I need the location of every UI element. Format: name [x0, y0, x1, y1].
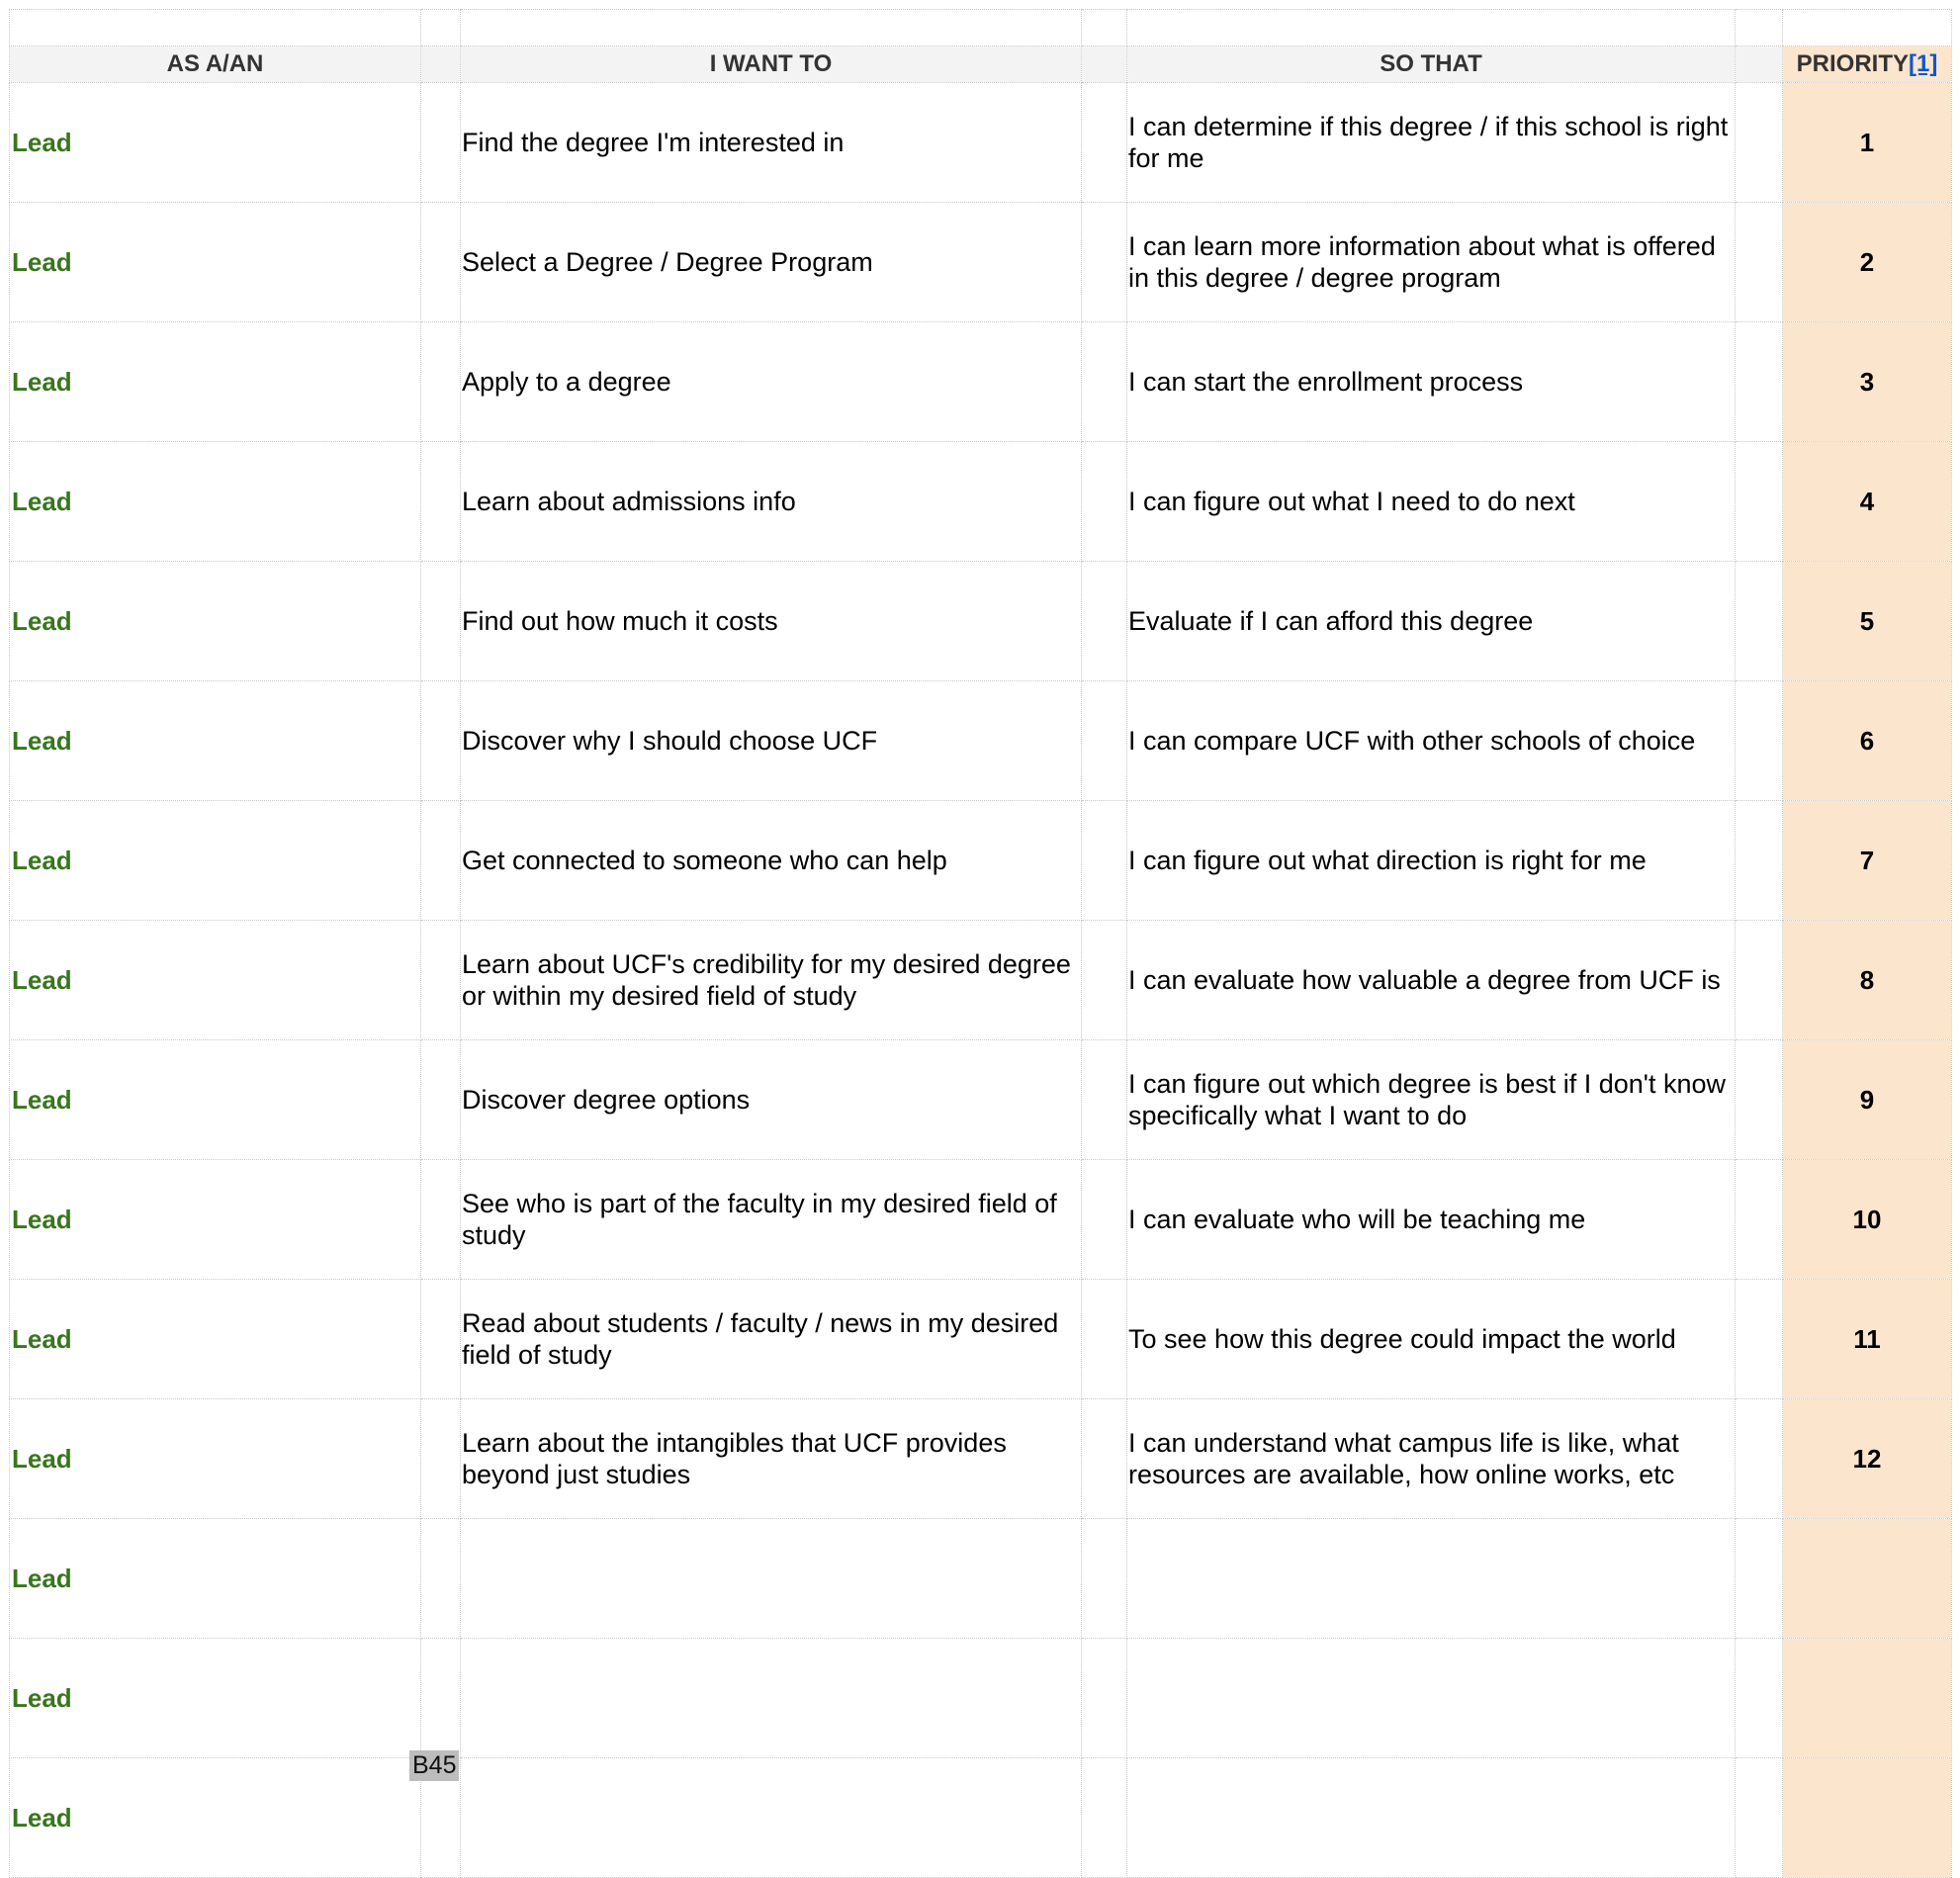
cell[interactable]	[421, 1519, 461, 1639]
cell[interactable]	[461, 10, 1082, 46]
blank-top-row	[10, 10, 1952, 46]
cell[interactable]	[1082, 322, 1127, 442]
role-cell[interactable]: Lead	[10, 1758, 421, 1878]
cell[interactable]	[1082, 1758, 1127, 1878]
want-cell[interactable]	[461, 1758, 1082, 1878]
cell[interactable]	[1082, 10, 1127, 46]
priority-cell[interactable]	[1783, 1758, 1952, 1878]
so-that-cell[interactable]: I can determine if this degree / if this school is right for me	[1127, 83, 1736, 203]
so-that-cell[interactable]	[1127, 1519, 1736, 1639]
role-cell[interactable]: Lead	[10, 322, 421, 442]
cell[interactable]	[1736, 1160, 1783, 1280]
role-cell[interactable]: Lead	[10, 1399, 421, 1519]
priority-cell[interactable]: 8	[1783, 921, 1952, 1040]
cell[interactable]	[1082, 442, 1127, 562]
table-row	[10, 203, 1952, 322]
cell[interactable]	[1082, 46, 1127, 83]
want-cell[interactable]	[461, 1639, 1082, 1758]
cell[interactable]	[1736, 1758, 1783, 1878]
want-cell[interactable]: Read about students / faculty / news in my desired field of study	[461, 1280, 1082, 1399]
table-row	[10, 1519, 1952, 1639]
priority-cell[interactable]: 1	[1783, 83, 1952, 203]
table-row	[10, 681, 1952, 801]
table-row	[10, 1040, 1952, 1160]
table-row	[10, 1758, 1952, 1878]
cell[interactable]	[1082, 1399, 1127, 1519]
role-cell[interactable]: Lead	[10, 203, 421, 322]
cell[interactable]	[1082, 681, 1127, 801]
cell[interactable]	[1736, 203, 1783, 322]
table-row	[10, 1160, 1952, 1280]
cell[interactable]	[1082, 1280, 1127, 1399]
priority-footnote-link[interactable]: [1]	[1909, 50, 1938, 77]
cell[interactable]	[1736, 681, 1783, 801]
cell[interactable]	[1736, 1040, 1783, 1160]
cell[interactable]	[1736, 442, 1783, 562]
cell[interactable]	[421, 562, 461, 681]
header-priority-label: PRIORITY	[1796, 50, 1909, 77]
cell[interactable]	[1082, 83, 1127, 203]
so-that-cell[interactable]: To see how this degree could impact the world	[1127, 1280, 1736, 1399]
want-cell[interactable]: Discover why I should choose UCF	[461, 681, 1082, 801]
want-cell[interactable]: Learn about the intangibles that UCF provides beyond just studies	[461, 1399, 1082, 1519]
cell[interactable]	[10, 10, 421, 46]
cell[interactable]	[1082, 203, 1127, 322]
cell[interactable]	[1082, 1040, 1127, 1160]
table-row	[10, 801, 1952, 921]
cell[interactable]	[421, 203, 461, 322]
cell[interactable]	[421, 83, 461, 203]
priority-cell[interactable]: 3	[1783, 322, 1952, 442]
table-row	[10, 562, 1952, 681]
so-that-cell[interactable]	[1127, 1758, 1736, 1878]
cell[interactable]	[421, 1160, 461, 1280]
priority-cell[interactable]: 9	[1783, 1040, 1952, 1160]
priority-cell[interactable]: 11	[1783, 1280, 1952, 1399]
header-so-that[interactable]: SO THAT	[1127, 46, 1736, 83]
user-stories-sheet	[9, 9, 1952, 1878]
role-cell[interactable]: Lead	[10, 1040, 421, 1160]
cell[interactable]	[421, 1280, 461, 1399]
cell[interactable]	[1736, 801, 1783, 921]
cell[interactable]	[421, 322, 461, 442]
want-cell[interactable]: Learn about admissions info	[461, 442, 1082, 562]
header-want[interactable]: I WANT TO	[461, 46, 1082, 83]
cell[interactable]	[1082, 562, 1127, 681]
want-cell[interactable]: See who is part of the faculty in my desired field of study	[461, 1160, 1082, 1280]
want-cell[interactable]: Find the degree I'm interested in	[461, 83, 1082, 203]
cell[interactable]	[421, 921, 461, 1040]
role-cell[interactable]: Lead	[10, 442, 421, 562]
role-cell[interactable]: Lead	[10, 801, 421, 921]
role-cell[interactable]: Lead	[10, 681, 421, 801]
role-cell[interactable]: Lead	[10, 1280, 421, 1399]
want-cell[interactable]: Get connected to someone who can help	[461, 801, 1082, 921]
cell[interactable]	[1082, 1160, 1127, 1280]
cell[interactable]	[1736, 1280, 1783, 1399]
so-that-cell[interactable]: I can figure out which degree is best if I don't know specifically what I want to do	[1127, 1040, 1736, 1160]
role-cell[interactable]: Lead	[10, 1519, 421, 1639]
header-as[interactable]: AS A/AN	[10, 46, 421, 83]
role-cell[interactable]: Lead	[10, 562, 421, 681]
cell[interactable]	[1736, 921, 1783, 1040]
cell[interactable]	[421, 1399, 461, 1519]
want-cell[interactable]: Select a Degree / Degree Program	[461, 203, 1082, 322]
priority-cell[interactable]: 5	[1783, 562, 1952, 681]
cell[interactable]	[421, 1040, 461, 1160]
priority-cell[interactable]: 4	[1783, 442, 1952, 562]
so-that-cell[interactable]: I can evaluate how valuable a degree from UCF is	[1127, 921, 1736, 1040]
cell[interactable]	[1127, 10, 1736, 46]
so-that-cell[interactable]	[1127, 1639, 1736, 1758]
priority-cell[interactable]: 7	[1783, 801, 1952, 921]
cell[interactable]	[421, 442, 461, 562]
cell[interactable]	[1082, 801, 1127, 921]
priority-cell[interactable]: 2	[1783, 203, 1952, 322]
table-row	[10, 322, 1952, 442]
cell[interactable]	[1736, 1519, 1783, 1639]
header-row	[10, 46, 1952, 83]
cell[interactable]	[1736, 322, 1783, 442]
so-that-cell[interactable]: I can learn more information about what is offered in this degree / degree program	[1127, 203, 1736, 322]
table-row	[10, 1280, 1952, 1399]
cell[interactable]	[1082, 1639, 1127, 1758]
want-cell[interactable]: Apply to a degree	[461, 322, 1082, 442]
role-cell[interactable]: Lead	[10, 921, 421, 1040]
priority-cell[interactable]	[1783, 1639, 1952, 1758]
table-row	[10, 1399, 1952, 1519]
want-cell[interactable]: Find out how much it costs	[461, 562, 1082, 681]
cell[interactable]	[1736, 10, 1783, 46]
so-that-cell[interactable]: I can figure out what I need to do next	[1127, 442, 1736, 562]
cell[interactable]	[1736, 1399, 1783, 1519]
cell[interactable]	[1082, 1519, 1127, 1639]
cell[interactable]	[421, 681, 461, 801]
so-that-cell[interactable]: I can understand what campus life is like, what resources are available, how online works, etc	[1127, 1399, 1736, 1519]
so-that-cell[interactable]: Evaluate if I can afford this degree	[1127, 562, 1736, 681]
table-row	[10, 442, 1952, 562]
priority-cell[interactable]: 12	[1783, 1399, 1952, 1519]
cell[interactable]	[1736, 46, 1783, 83]
priority-cell[interactable]: 6	[1783, 681, 1952, 801]
cell[interactable]	[1736, 1639, 1783, 1758]
so-that-cell[interactable]: I can start the enrollment process	[1127, 322, 1736, 442]
cell[interactable]	[421, 1639, 461, 1758]
role-cell[interactable]: Lead	[10, 1639, 421, 1758]
want-cell[interactable]: Discover degree options	[461, 1040, 1082, 1160]
cell[interactable]	[1082, 921, 1127, 1040]
cell[interactable]	[421, 46, 461, 83]
so-that-cell[interactable]: I can compare UCF with other schools of choice	[1127, 681, 1736, 801]
table-row	[10, 83, 1952, 203]
so-that-cell[interactable]: I can figure out what direction is right for me	[1127, 801, 1736, 921]
cell[interactable]	[421, 801, 461, 921]
priority-cell[interactable]	[1783, 1519, 1952, 1639]
header-priority[interactable]	[1783, 46, 1952, 83]
cell-reference-tag: B45	[409, 1750, 459, 1781]
cell[interactable]	[421, 10, 461, 46]
so-that-cell[interactable]: I can evaluate who will be teaching me	[1127, 1160, 1736, 1280]
role-cell[interactable]: Lead	[10, 1160, 421, 1280]
role-cell[interactable]: Lead	[10, 83, 421, 203]
cell[interactable]	[1783, 10, 1952, 46]
cell[interactable]	[1736, 83, 1783, 203]
table-row	[10, 1639, 1952, 1758]
want-cell[interactable]	[461, 1519, 1082, 1639]
want-cell[interactable]: Learn about UCF's credibility for my desired degree or within my desired field of study	[461, 921, 1082, 1040]
priority-cell[interactable]: 10	[1783, 1160, 1952, 1280]
table-row	[10, 921, 1952, 1040]
cell[interactable]	[1736, 562, 1783, 681]
